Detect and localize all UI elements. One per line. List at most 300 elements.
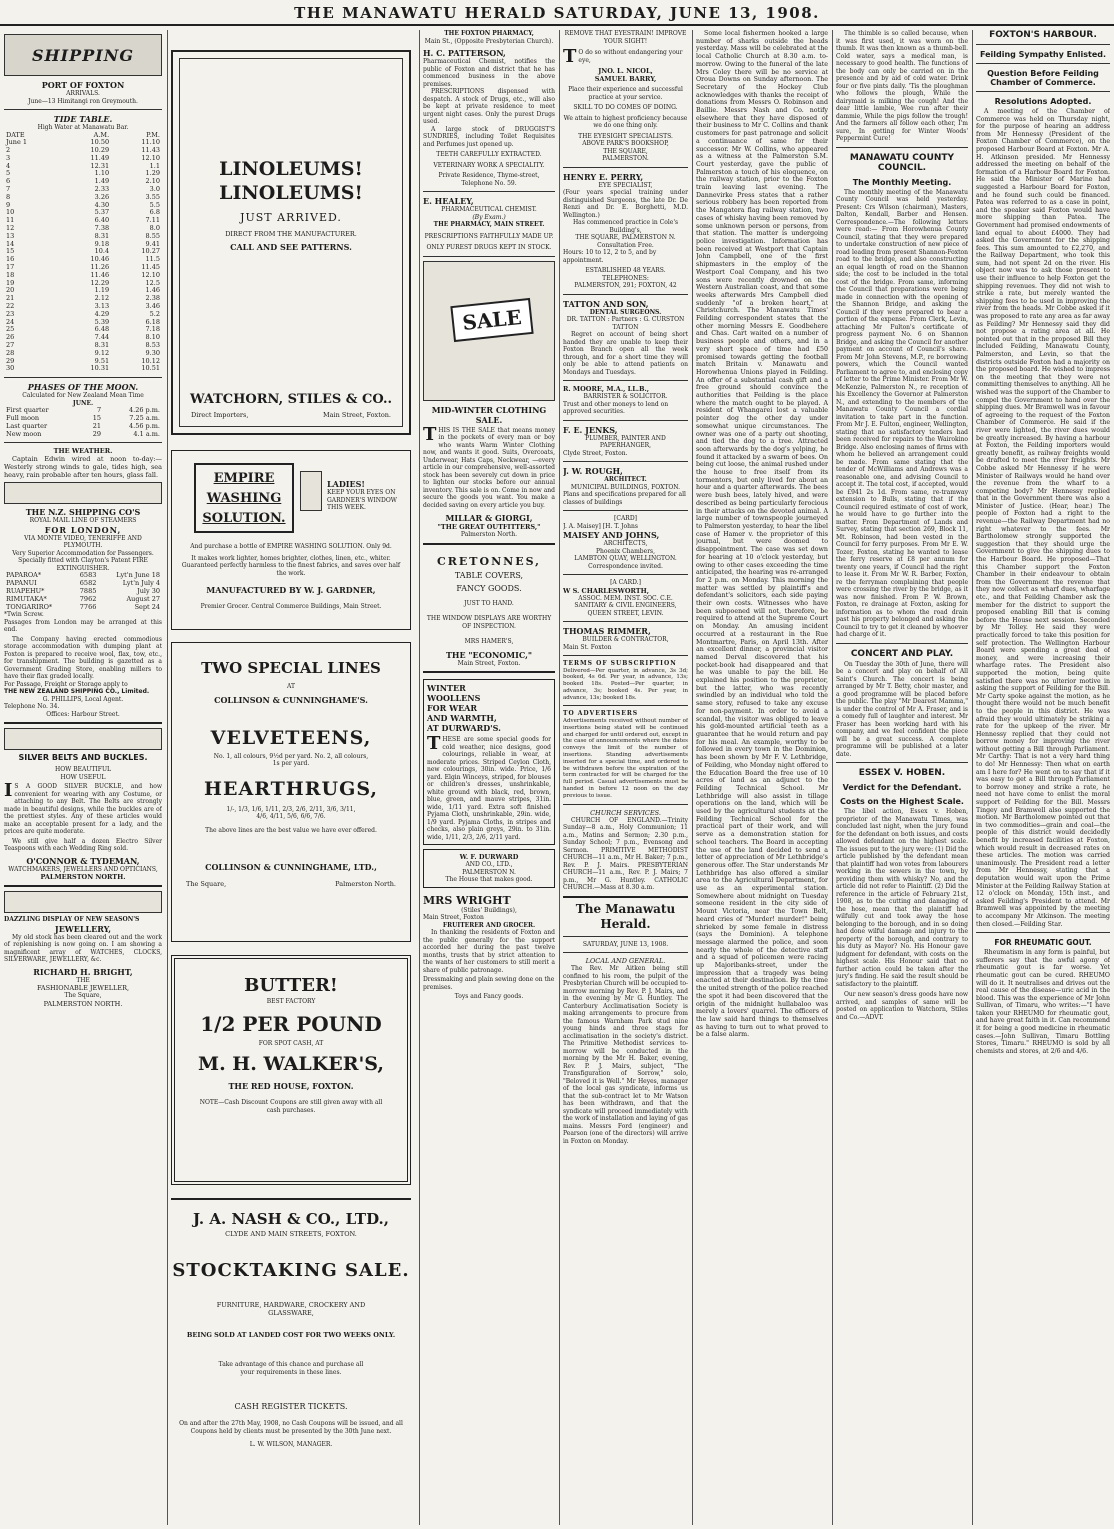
tide-cell: 10.4 <box>94 247 110 256</box>
tide-row <box>4 248 162 256</box>
gout-text: Rheumatism in any form is painful, but sufferers say that the awful agony of rheumatic gout is far worse. Yet rheumatic gout can be cured. RHEUMO will do it. It neutralises and drives out the real cause of the disease—uric acid in the blood. This was the experience of Mr John Sullivan, of Timaru, who writes:—"I have taken your RHEUMO for rheumatic gout, and have great faith in it. Can recommend it for being a good medicine in rheumatic cases.—John Sullivan, Timaru Bottling Stores, Timaru." RHEUMO is sold by all chemists and stores, at 2/6 and 4/6. <box>976 949 1110 1055</box>
tide-cell: 5.39 <box>94 317 110 326</box>
lino-just-arrived: JUST ARRIVED. <box>240 211 342 224</box>
toys: Toys and Fancy goods. <box>454 993 524 1000</box>
tide-cell: 3.13 <box>94 302 110 311</box>
tide-cell: 9.18 <box>94 239 110 248</box>
wright-text: In thanking the residents of Foxton and the public generally for the support accorded her during the past twelve months, trusts that by strict attention to the wants of her customers to still merit a share of public patronage. <box>423 929 555 974</box>
steamer-cell: Lyt'n July 4 <box>122 579 160 588</box>
tide-row <box>4 155 162 163</box>
healey-exam: (By Exam.) <box>472 213 506 221</box>
maisey-names: J. A. Maisey] [H. T. Johns <box>563 522 638 530</box>
tatton-name: TATTON AND SON, <box>563 298 649 309</box>
tide-cell: 11.45 <box>141 263 160 272</box>
tide-cell: 30 <box>6 364 15 373</box>
harbour-sub1: Feilding Sympathy Enlisted. <box>979 50 1107 59</box>
veterinary-work: VETERINARY WORK A SPECIALITY. <box>433 161 545 169</box>
experience-note: Place their experience and successful practice at your service. <box>568 86 683 101</box>
eyestrain-heading: REMOVE THAT EYESTRAIN! IMPROVE YOUR SIGHT! <box>564 30 687 45</box>
council-subtitle: The Monthly Meeting. <box>852 177 952 187</box>
herald-date: SATURDAY, JUNE 13, 1908. <box>582 940 669 948</box>
tide-cell: 1.49 <box>94 177 110 186</box>
tide-cell: 19 <box>6 278 15 287</box>
bright-text: My old stock has been cleared out and the work of replenishing is now going on. I am showing a magnificent array of WATCHES, CLOCKS, SILVERWARE, JEWELLERY, &c. <box>4 933 162 964</box>
steamers-table <box>4 572 162 611</box>
tide-cell: 3.55 <box>145 192 160 201</box>
tide-cell: 11 <box>6 216 15 225</box>
tide-row <box>4 350 162 358</box>
tide-cell: 11.49 <box>90 153 110 162</box>
council-text: The monthly meeting of the Manawatu County Council was held yesterday. Present: Crs Wilson (chairman), Masters, Dalton, Kendall, Barber and Hensen. Correspondence.—The following letters were read:— From Horowhenua County Council, stating that they were prepared to undertake construction of new piece of road leading from present Shannon-Foxton road to the bridge, and also constructing an equal length of road on the Shannon side; the cost to be included in the total cost of the bridge. From same, informing the Council that preparations were being made in connection with the opening of the Shannon Bridge, and asking the Council if they were prepared to bear a portion of the expense. From Clerk, Levin, attaching Mr Fulton's certificate of progress payment No. 6 on Shannon Bridge, and asking the Council for another payment on account of Council's share. From Mr John Stevens, M.P., re borrowing powers, which the Council wanted Parliament to agree to, and enclosing copy of letter to the Prime Minister. From Mr W. McKenzie, Palmerston N., re reception of his Excellency the Governor at Palmerston N., and extending to the members of the Manawatu County Council a cordial invitation to take part in the function. From Mr J. E. Fulton, engineer, Wellington, stating that no satisfactory tenders had been received for repairs to the Wairokino Bridge. Also enclosing names of firms with whom he believed an arrangement could be made. From same stating that the tender of McWilliams and Andrews was a reasonable one, and advising Council to accept it. The total cost, if accepted, would be £941 2s 1d. From same, re-tramway extension to Bulls, stating that if the Council required estimate of cost of work, he would have to go further into the matter. From Department of Lands and Survey, stating that section 269, Block 11, Mt. Robinson, had been vested in the Council for ferry purposes. From Mr E. W. Tozer, Foxton, stating he wanted to lease the ferry reserve at £8 per annum for twenty one years, if Council had the right to lease it. From Mr W. R. Barber, Foxton, re the ferryman complaining that people were crossing the river by the bridge, as it was now finished. From P. W. Brown, Foxton, re drainage at Foxton, asking for information as to whom the road drain past his property belonged and asking the Council to try to get it cleaned by whoever had charge of it. <box>836 188 968 638</box>
eye-text: TO do so without endangering your eye, <box>563 46 683 67</box>
concert-title: CONCERT AND PLAY. <box>850 648 954 659</box>
belts-sub1: HOW BEAUTIFUL <box>55 766 111 774</box>
masthead <box>0 0 1114 26</box>
dress-note: Our new season's dress goods have now arrived, and samples of same will be posted on application to Watchorn, Stiles and Co.—ADVT. <box>836 991 968 1021</box>
tide-cell: 2.33 <box>94 185 110 194</box>
tide-cell: 6 <box>6 177 11 186</box>
steamer-cell: 7962 <box>79 594 97 603</box>
twin-screw-note: *Twin Screw. <box>4 611 44 619</box>
empire-manufacturer: MANUFACTURED BY W. J. GARDNER, <box>206 585 376 595</box>
steamer-cell: RIMUTAKA* <box>6 594 47 603</box>
tide-cell: 27 <box>6 341 15 350</box>
tide-cell: June 1 <box>6 138 28 147</box>
foxton-pharmacy: THE FOXTON PHARMACY, <box>444 30 534 37</box>
steamer-cell: Lyt'n June 18 <box>116 571 160 580</box>
tide-cell: 14 <box>6 239 15 248</box>
tide-row <box>4 342 162 350</box>
moon-table <box>4 407 162 438</box>
great-outfitters: "THE GREAT OUTFITTERS," <box>437 523 541 531</box>
column-rule <box>419 30 420 1525</box>
tide-row <box>4 225 162 233</box>
tide-cell: 10.31 <box>90 364 110 373</box>
council-title: MANAWATU COUNTY COUNCIL. <box>849 152 955 173</box>
tide-cell: 9.51 <box>94 356 110 365</box>
moon-cell: First quarter <box>6 406 49 415</box>
passages-note: Passages from London may be arranged at this end. <box>4 618 162 634</box>
steamer-cell: 7766 <box>79 602 97 611</box>
skill-note: SKILL TO DO COMES OF DOING. <box>573 104 678 111</box>
tide-cell: 5 <box>6 169 11 178</box>
tide-cell: 12.29 <box>90 278 110 287</box>
tide-cell: 4 <box>6 161 11 170</box>
steamer-cell: PAPAROA* <box>6 571 42 580</box>
moon-cell: New moon <box>6 429 42 438</box>
tide-cell: 13 <box>6 231 15 240</box>
above-bookshop: ABOVE PARK'S BOOKSHOP, <box>582 140 669 147</box>
tide-cell: 1.46 <box>145 286 160 295</box>
local-heading: LOCAL AND GENERAL. <box>585 957 666 966</box>
cash-register-text: On and after the 27th May, 1908, no Cash Coupons will be issued, and all Coupons held by clients must be presented by the 30th June next. <box>179 1420 403 1435</box>
empire-ad <box>171 450 411 630</box>
column-harbour <box>976 30 1110 1525</box>
sanitary: SANITARY & CIVIL ENGINEERS, <box>574 602 677 609</box>
lambton: LAMBTON QUAY, WELLINGTON. <box>574 555 677 562</box>
tide-header-cell: A.M. <box>93 130 110 139</box>
moon-cell: 4.26 p.m. <box>129 406 160 415</box>
column-rule <box>559 30 560 1525</box>
tide-cell: 9.41 <box>145 239 160 248</box>
jenks-sub: PLUMBER, PAINTER AND PAPERHANGER, <box>585 434 666 449</box>
tide-cell: 8 <box>6 192 11 201</box>
millar-name: MILLAR & GIORGI, <box>445 513 533 523</box>
durward-co: AND CO., LTD., <box>465 861 513 868</box>
patterson-name: H. C. PATTERSON, <box>423 48 506 58</box>
collinson-name: COLLINSON & CUNNINGHAME'S. <box>214 694 368 705</box>
offices: Offices: Harbour Street. <box>46 710 120 718</box>
best-value: The above lines are the best value we have ever offered. <box>205 826 377 834</box>
arrivals-text: June—13 Himitangi ron Greymouth. <box>28 97 138 105</box>
empire-grocer: Premier Grocer. Central Commerce Buildings, Main Street. <box>200 603 382 610</box>
moore-sub: BARRISTER & SOLICITOR. <box>583 393 668 400</box>
tide-row <box>4 303 162 311</box>
tide-row <box>4 311 162 319</box>
hours: Hours: 10 to 12, 2 to 5, and by appointment. <box>563 249 657 264</box>
linoleums-ad <box>171 50 411 435</box>
butter-heading: BUTTER! <box>244 975 338 996</box>
architect: ARCHITECT. <box>604 476 647 483</box>
perry-commenced: Has commenced practice in Cole's Building's, <box>572 219 679 234</box>
two-special-lines: TWO SPECIAL LINES <box>201 659 381 677</box>
eyesight-specialists: THE EYESIGHT SPECIALISTS. <box>578 132 673 140</box>
watchorn-sub1: Direct Importers, <box>191 411 249 419</box>
tide-cell: 8.0 <box>149 224 160 233</box>
velveteens-prices: No. 1, all colours, 9½d per yard. No. 2, all colours, 1s per yard. <box>213 752 369 767</box>
moon-cell: 4.56 p.m. <box>129 421 160 430</box>
tide-cell: 5.37 <box>94 208 110 217</box>
tide-cell: 7.38 <box>94 224 110 233</box>
empire-purchase: And purchase a bottle of EMPIRE WASHING SOLUTION. Only 9d. <box>190 543 392 550</box>
tide-subtitle: High Water at Manawatu Bar. <box>37 124 129 131</box>
tide-row <box>4 334 162 342</box>
winter-line3: FOR WEAR <box>427 703 478 713</box>
tide-cell: 11.26 <box>90 263 110 272</box>
terms-text: Delivered—Per quarter, in advance, 3s 3d; booked, 4s 6d. Per year, in advance, 13s; booked 18s. Posted—Per quarter, in advance, 3s; booked 4s. Per year, in advance, 13s; booked 18s. <box>563 667 688 701</box>
durward-text: THESE are some special goods for cold weather, nice designs, good colourings, reliable in wear, at moderate prices. Striped Ceylon Cloth, new colourings, 30in. wide. Price, 1/6 yard. Elgin Winceys, striped, for blouses or children's dresses, unshrinkable, white ground with black, red, brown, blue, green, and mauve stripes, 31in. wide, 1/11 yard. Extra soft finished Pyjama Cloth, unshrinkable, 29in. wide, 1/9 yard. Pyjama Cloths, in stripes and checks, also plain greys, 29in. to 31in. wide, 1/11, 2/3, 2/6, 2/11 yard. <box>427 733 551 841</box>
winter-line4: AND WARMTH, <box>427 713 497 723</box>
belts-text: IS A GOOD SILVER BUCKLE, and how convenient for wearing with any Costume, or attaching to any Belt. The Belts are strongly made in beautiful designs, while the buckles are of the prettiest styles. Any of these articles would make an acceptable present for a lady, and the prices are quite moderate. <box>4 780 162 836</box>
lino-call: CALL AND SEE PATTERNS. <box>230 242 352 252</box>
belt-buckle-image <box>4 728 162 750</box>
tide-cell: 10.51 <box>141 364 160 373</box>
moon-month: JUNE. <box>72 399 94 407</box>
coupons-note: NOTE—Cash Discount Coupons are still given away with all cash purchases. <box>199 1099 383 1114</box>
tide-cell: 28 <box>6 348 15 357</box>
moon-cell: 7 <box>96 406 102 415</box>
tide-row <box>4 186 162 194</box>
tide-row <box>4 326 162 334</box>
durward-name: W. F. DURWARD <box>459 853 519 861</box>
misc-text: The thimble is so called because, when it was first used, it was worn on the thumb. It was then known as a thumb-bell. Cold water, says a medical man, is necessary to good health. The functions of the body can only be carried on in the presence and by aid of cold water. Drink four or five pints daily. 'Tis the ploughman who follows the plough, While the dairymaid is milking the cough! And the dear little lambie, Wee run after their dammie, While the pigs follow the trough! And the farmers all follow each other, I'm sure, In getting for Winter Woods' Peppermint Cure! <box>836 30 968 142</box>
moon-row <box>4 431 162 439</box>
weather-text: Captain Edwin wired at noon to-day:— Westerly strong winds to gale, tides high, sea heavy, rain probable after ten hours, glass fall. <box>4 455 162 480</box>
builder: BUILDER & CONTRACTOR, <box>582 636 669 643</box>
wright-sub: (Stiles' Buildings), <box>461 906 517 914</box>
tide-row <box>4 217 162 225</box>
steamer-cell: 6583 <box>79 571 97 580</box>
tide-row <box>4 264 162 272</box>
church-text: CHURCH OF ENGLAND.—Trinity Sunday—8 a.m., Holy Communion; 11 a.m., Matins and Sermon; 2.30 p.m., Sunday School; 7 p.m., Evensong and Sermon. PRIMITIVE METHODIST CHURCH—11 a.m., Mr H. Baker; 7 p.m., Rev. P. J. Mairs. PRESBYTERIAN CHURCH—11 a.m., Rev. P. J. Mairs; 7 p.m., Mr G. Huntley. CATHOLIC CHURCH.—Mass at 8.30 a.m. <box>563 816 688 892</box>
tide-cell: 15 <box>6 247 15 256</box>
belts-sub2: HOW USEFUL <box>60 773 106 781</box>
millar-place: Palmerston North. <box>460 531 518 538</box>
spot-cash: FOR SPOT CASH, AT <box>258 1039 324 1047</box>
tide-cell: 10.29 <box>90 146 110 155</box>
tide-row <box>4 163 162 171</box>
charlesworth-sub: ASSOC. MEM. INST. SOC. C.E. <box>578 594 673 602</box>
tide-cell: 11.43 <box>141 146 160 155</box>
bright-fashionable: FASHIONABLE JEWELLER, <box>36 984 130 993</box>
perry-square: THE SQUARE, PALMERSTON N. <box>575 234 676 241</box>
ladies-sub: KEEP YOUR EYES ON GARDNER'S WINDOW THIS WEEK. <box>327 489 397 511</box>
tide-header-cell: DATE <box>6 130 25 139</box>
local-text: The Rev. Mr Aitken being still confined to his room, the pulpit of the Presbyterian Church will be occupied to-morrow morning by Rev. P. J. Mairs, and in the evening by Mr G. Huntley. The Canterbury Acclimatisation Society is making arrangements to procure from the famous Warnham Park stud nine young hinds and three stags for acclimatisation in the society's district. The Primitive Methodist services to-morrow will be conducted in the morning by the Mr H. Baker, evening, Rev. P. J. Mairs, subject, "The Transfiguration of Sorrow," solo, "Beloved it is Well." Mr Heyes, manager of the local gas syndicate, informs us that the sub-contract let to Mr Watson has been withdrawn, and that the syndicate will proceed immediately with the work of installation and laying of gas mains. Messrs Ford (engineer) and Pearson (one of the directors) will arrive in Foxton on Monday. <box>563 965 688 1145</box>
moon-cell: Full moon <box>6 414 40 422</box>
steamer-image <box>4 482 162 504</box>
moon-cell: 29 <box>92 429 102 438</box>
nash-ad <box>171 1198 411 1523</box>
mrs-hamer: MRS HAMER'S, <box>464 638 514 645</box>
tide-cell: 2.12 <box>94 294 110 303</box>
tide-title: TIDE TABLE. <box>53 114 113 124</box>
tide-cell: 12 <box>6 224 15 233</box>
card2-label: [A CARD.] <box>610 579 641 586</box>
collinson-ltd: COLLINSON & CUNNINGHAME, LTD., <box>205 862 377 872</box>
tide-cell: 9 <box>6 200 11 209</box>
tide-cell: 29 <box>6 356 15 365</box>
ladies-heading: LADIES! <box>327 479 365 489</box>
nz-shipping-accom: Very Superior Accommodation for Passengers. <box>12 549 154 557</box>
barry-name: SAMUEL BARRY, <box>594 75 657 83</box>
bright-place: PALMERSTON NORTH. <box>43 999 123 1008</box>
tide-cell: 20 <box>6 286 15 295</box>
prescriptions-text: PRESCRIPTIONS dispensed with despatch. A stock of Drugs, etc., will also be kept at private residence to meet urgent night cases. Only the purest Drugs used. <box>423 88 555 125</box>
dental-names: DR. TATTON : Partners : G. CURSTON TATTON <box>566 316 685 331</box>
tide-cell: 2 <box>6 146 11 155</box>
velveteens: VELVETEENS, <box>210 726 372 749</box>
tide-row <box>4 209 162 217</box>
tide-cell: 10.50 <box>90 138 110 147</box>
column-ads <box>171 30 416 1525</box>
tide-cell: 10.27 <box>141 247 160 256</box>
maisey-name: MAISEY AND JOHNS, <box>563 530 660 540</box>
correspondence: Correspondence invited. <box>588 562 663 570</box>
patterson-text: Pharmaceutical Chemist, notifies the public of Foxton and district that he has commenced business in the above premises. <box>423 58 555 88</box>
oconnor-place: PALMERSTON NORTH. <box>40 873 126 882</box>
the-square: THE SQUARE, <box>603 147 648 155</box>
tide-cell: 11.5 <box>145 255 160 264</box>
nicol-name: JNO. L. NICOL, <box>598 67 653 75</box>
shipping-company-name: THE NEW ZEALAND SHIPPING CO., Limited. <box>4 688 150 696</box>
healey-title: PHARMACEUTICAL CHEMIST. <box>441 206 537 213</box>
collinson-at: AT <box>286 683 295 690</box>
steamer-cell: August 27 <box>126 594 160 603</box>
column-council <box>836 30 968 1525</box>
private-residence: Private Residence, Thyme-street, Telephone No. 59. <box>438 172 540 187</box>
tide-cell: 1.10 <box>94 169 110 178</box>
advertisers-text: Advertisements received without number of insertions being stated will be continued and charged for until ordered out, except in the case of announcements where the dates conveys the limit of the number of insertions. Standing advertisements inserted for a special time, and ordered to be withdrawn before the expiration of the term contracted for will be charged for the full period. Casual advertisements must be handed in before 12 noon on the day previous to issue. <box>563 717 688 799</box>
healey-name: E. HEALEY, <box>423 196 474 206</box>
advantage-note: Take advantage of this chance and purchase all your requirements in these lines. <box>218 1361 364 1376</box>
column-chemists <box>423 30 555 1525</box>
nz-shipping-sub: ROYAL MAIL LINE OF STEAMERS <box>29 517 137 525</box>
cretonnes: CRETONNES, <box>437 554 541 568</box>
jewellery-heading: JEWELLERY, <box>54 923 112 934</box>
tide-row <box>4 319 162 327</box>
tide-cell: 10 <box>6 208 15 217</box>
tide-cell: 11.46 <box>90 270 110 279</box>
tide-cell: 21 <box>6 294 15 303</box>
column-rule <box>692 30 693 1525</box>
tide-cell: 23 <box>6 309 15 318</box>
moon-cell: 21 <box>92 421 102 430</box>
tide-cell: 5.2 <box>149 309 160 318</box>
tide-cell: 7.44 <box>94 333 110 342</box>
tide-row <box>4 233 162 241</box>
tide-cell: 3.46 <box>145 302 160 311</box>
belts-title: SILVER BELTS AND BUCKLES. <box>18 753 148 763</box>
column-shipping <box>4 30 162 1525</box>
economic-place: Main Street, Foxton. <box>457 659 521 667</box>
tide-cell: 11.10 <box>141 138 160 147</box>
midwinter-heading: MID-WINTER CLOTHING SALE. <box>431 404 547 425</box>
tide-cell: 12.31 <box>90 161 110 170</box>
steamer-cell: 7885 <box>79 586 97 595</box>
tide-cell: 12.5 <box>145 278 160 287</box>
tide-row <box>4 241 162 249</box>
arrivals-label: ARRIVALS. <box>66 90 100 97</box>
perry-text: (Four years special training under distinguished Surgeons, the late Dr. De Renzi and Dr. E. Borghetti, M.D. Wellington.) <box>563 189 688 219</box>
municipal: MUNICIPAL BUILDINGS, FOXTON. <box>570 483 681 491</box>
tide-cell: 8.31 <box>94 231 110 240</box>
news-text: Some local fishermen hooked a large number of sharks outside the heads yesterday. Mass will be celebrated at the local Catholic Church at 8.30 a.m. to-morrow. Owing to the funeral of the late Mrs Coley there will be no service at Oroua Downs on Sunday afternoon. The Secretary of the Hockey Club acknowledges with thanks the receipt of donations from Messrs O. Robinson and Baillie. Messrs Nash and Co. notify elsewhere that they have disposed of their business to Mr C. Collins and thank customers for past patronage and solicit a continuance of same for their successor. Mr W. Collins, who appeared as a witness at the Palmerston S.M. Court yesterday, gave the public of Palmerston a touch of his eloquence, on the railway station, prior to the Foxton train leaving last evening. The Dannevirke Press states that a rather serious robbery has been reported from the Mangatera flag railway station, two cases of whisky having been removed by some unknown person or persons, from that station. The matter is undergoing police investigation. Information has been received at Westport that Captain John Campbell, one of the first shipmasters in the employ of the Westport Coal Company, and his two sons were recently drowned on the Western Australian coast, and that some weeks afterwards Mrs Campbell died suddenly "of a broken heart," at Christchurch. The Manawatu Times' Feilding correspondent states that the other morning Messrs E. Goodbehere and Chas. Cart waited on a number of business people and others, and in a very short space of time had £50 promised towards getting the football match Britain v. Manawatu and Horowhenua Unions played in Feilding. An offer of a substantial cash gift and a free ground should convince the authorities that Feilding is the place where the match ought to be played. A resident of Whangarei lost a valuable pointer dog the other day under somewhat unique circumstances. The owner was one of a party out shooting, and tied the dog to a tree. Attracted soon afterwards by the dog's yelping, he found it attacked by a swarm of bees. On being cut loose, the animal rushed under the house to free itself from its tormentors, but only lived for about an hour and a quarter afterwards. The bees were bush bees, lately hived, and were described as being particularly ferocious in their attacks on the devoted animal. A large number of townspeople journeyed to Palmerston yesterday, to hear the libel case of Hamer v. the proprietor of this journal, but were doomed to disappointment. The case was set down for hearing at 10 o'clock yesterday, but owing to other cases exceeding the time anticipated, the hearing was re-arranged for 2 p.m. on Monday. This morning the matter was settled by plaintiff's and defendant's solicitors, each side paying their own costs. Witnesses who have been subpoened will not, therefore, be required to attend at the Supreme Court on Monday. An amusing incident occurred at a restaurant in the Rue Montmartre, Paris, on April 13th. After an excellent dinner, a provincial visitor named Derval discovered that his pocket-book had disappeared and that he was unable to pay the bill. He explained his position to the proprietor, but the latter, who was recently swindled by an individual who told the same story, refused to take any excuse for non-payment. In order to avoid a scandal, the visitor was obliged to leave his gold-mounted artificial teeth as a guarantee that he would return and pay for his meal. An example, worthy to be followed in every town in the Dominion, has been shown by Mr F. V. Lethbridge, of Feilding, who Monday night offered to the Education Board the free use of 10 acres of land as an adjunct to the Feilding Technical School. Mr Lethbridge will also assist in tillage operations on the land, which will be used by the agricultural students at the Feilding Technical School for the practical part of their work, and will serve as a demonstration station for school teachers. The Board in accepting the use of the land decided to send a letter of appreciation of Mr Lethbridge's generous offer. The Star understands Mr Lethbridge has also offered a similar area to the Agricultural Department, for use as an experimental station. Somewhere about midnight on Tuesday someone resident in the city side of Mount Victoria, near the Town Belt, heard cries of "Murder! murder!" being shrieked by some female in distress (says the Dominion). A telephone message alarmed the police, and soon nearly the whole of the detective staff and a squad of policemen were racing up Majoribanks-street, under the impression that a tragedy was being enacted at their destination. By the time the united strength of the police reached the spot it had been discovered that the origin of the midnight hullabaloo was merely a lovers' quarrel. The officers of the law said hard things to themselves as having to turn out to what proved to be a false alarm. <box>696 30 828 1039</box>
tide-cell: 17 <box>6 263 15 272</box>
tide-cell: 2.38 <box>145 294 160 303</box>
tide-cell: 1.1 <box>149 161 160 170</box>
palmerston: PALMERSTON. <box>602 155 649 162</box>
concert-text: On Tuesday the 30th of June, there will be a concert and play on behalf of All Saint's Church. The concert is being arranged by Mr T. Betty, choir master, and a good programme will be placed before the public. The play "Mr Dearest Mamma," is under the control of Mr A. Fraser, and is a comedy full of laughter and interest. Mr Fraser has been working hard with his company, and we feel confident the piece will be a great success. A complete programme will be published at a later date. <box>836 660 968 758</box>
moon-cell: Last quarter <box>6 421 48 430</box>
advertisers-title: TO ADVERTISERS <box>563 710 639 718</box>
tide-cell: 7.11 <box>145 216 160 225</box>
tide-cell: 3.26 <box>94 192 110 201</box>
plans: Plans and specifications prepared for all classes of buildings <box>563 491 686 506</box>
tide-row <box>4 147 162 155</box>
tide-cell: 6.40 <box>94 216 110 225</box>
tide-row <box>4 194 162 202</box>
teeth-extracted: TEETH CAREFULLY EXTRACTED. <box>436 151 542 158</box>
tide-cell: 8.55 <box>145 231 160 240</box>
harbour-sub2: Question Before Feilding Chamber of Commerce. <box>987 69 1099 87</box>
steamer-row <box>4 604 162 612</box>
table-covers: TABLE COVERS, <box>454 570 524 580</box>
nash-name: J. A. NASH & CO., LTD., <box>193 1210 389 1228</box>
tide-cell: 22 <box>6 302 15 311</box>
tide-cell: 1.19 <box>94 286 110 295</box>
terms-title: TERMS OF SUBSCRIPTION <box>563 660 677 667</box>
nash-address: CLYDE AND MAIN STREETS, FOXTON. <box>225 1230 357 1238</box>
tide-row <box>4 358 162 366</box>
tide-cell: 8.31 <box>94 341 110 350</box>
watch-image <box>4 891 162 913</box>
furniture-line: FURNITURE, HARDWARE, CROCKERY AND GLASSWARE, <box>216 1301 366 1317</box>
nz-shipping-for: FOR LONDON, <box>44 524 122 535</box>
empire-line1: EMPIRE <box>213 471 275 486</box>
moon-cell: 4.1 a.m. <box>133 429 160 438</box>
perry-telephones: PALMERSTON, 291; FOXTON, 42 <box>574 282 677 289</box>
harbour-sub3: Resolutions Adopted. <box>994 97 1092 106</box>
masthead-title: THE MANAWATU HERALD SATURDAY, JUNE 13, 1908. <box>294 4 820 22</box>
cash-register-heading: CASH REGISTER TICKETS. <box>234 1402 348 1411</box>
bottle-image <box>300 471 322 511</box>
moore-name: R. MOORE, M.A., LL.B., <box>563 385 650 393</box>
tide-cell: 9.30 <box>145 348 160 357</box>
freight-note: For Passage, Freight or Storage apply to <box>4 680 128 688</box>
steamer-cell: TONGARIRO* <box>6 602 53 611</box>
harbour-text: A meeting of the Chamber of Commerce was held on Thursday night, for the purpose of hearing an address from Mr Hennessy (President of the Foxton Chamber of Commerce), on the proposed Harbour Board at Foxton. Mr A. H. Atkinson presided. Mr Hennessy addressed the meeting on behalf of the formation of a Harbour Board for Foxton. He said the Minister of Marine had suggested a Harbour Board for Foxton, and he found such could be financed. Patea was referred to as a case in point, and the speaker said Foxton would have more shipping than Patea. The Government had promised endowments of land equal to about £4000. They had asked the Government for the shipping fees. This sum amounted to £2,270, and the Railway Department, who took this sum, had not spent 2d on the river. His object now was to ask those present to use their influence to help Foxton get the shipping revenues. They did not wish to strike a rate, but merely wanted the shipping fees to be used in improving the river from the heads. Mr Cobbe asked if it was proposed to rate any area as far away as Feilding? Mr Hennessy said they did not propose a rating area at all. He pointed out that in the proposed Bill they included Feilding, Manawatu County, Palmerston, and Levin, so that the districts outside Foxton had a majority on the proposed board. He wished to impress on the meeting that they were not committing themselves to anything. All he wished was the support of the Chamber to compel the Government to hand over the shipping dues. Mr Bramwell was in favour of agreeing to the request of the Foxton Chamber of Commerce. He said if the river were lighted, the river dues would be greatly increased. By having a harbour at Foxton, the Feilding importers would greatly benefit, as railway freights would be drafted to meet the river freights. Mr Cobbe asked Mr Hennessy if he were Minister of Railways would he hand over the revenue from the wharf to a competing body? Mr Hennessy replied that in the Government there was also a Minister of Justice. (Hear, hear.) The people of Foxton had a right to the revenue—the Railway Department had no right whatever to the fees. Mr Bartholomew strongly supported the suggestion that they should urge the Government to give the shipping dues to the Harbour Board. He proposed—That this Chamber support the Foxton Chamber in their endeavour to obtain from the Government the revenue that they now collect as wharf dues, wharfage etc., and that Feilding Chamber ask the member for the district to support the proposed enabling Bill that is coming before the House next session. Seconded by Mr Tolley. He said they were practically forced to take this position for self protection. The Wellington Harbour Board were spending a great deal of money, and were increasing their wharfage rates. The President also supported the motion, being quite satisfied there was no ulterior motive in asking the support of Feilding for the Bill. Mr Carty spoke against the motion, as he thought there would not be much benefit to the people in this district. He was afraid they would ultimately be striking a rate for the upkeep of the river. Mr Hennessy replied that they could not borrow money for improving the river without getting a Bill through Parliament. Mr Carthy: That is not a very hard thing to do! Mr Hennessy: Then what on earth am I here for? He went on to say that if it was easy to get a Bill through Parliament to borrow money and strike a rate, he need not have come to enlist the moral support of Feilding for the Bill. Messrs Tingey and Bramwell also supported the motion. Mr Bartholomew pointed out that in two commodities—grain and coal—the people of this district would decidedly benefit by increased facilities at Foxton, which would result in decreased rates on these articles. The motion was carried unanimously. The President read a letter from Mr Hennessy, stating that a deputation would wait upon the Prime Minister at the Feilding Railway Station at 12 o'clock on Monday, 15th inst., and asked Feilding's President to attend. Mr Bramwell was appointed by the meeting to accompany Mr Atkinson. The meeting then closed.—Feilding Star. <box>976 108 1110 928</box>
dressmaking: Dressmaking and plain sewing done on the premises. <box>423 976 555 991</box>
bright-the: THE <box>76 976 90 984</box>
sundries-text: A large stock of DRUGGIST'S SUNDRIES, including Toilet Requisites and Perfumes just opened up. <box>423 125 555 148</box>
collinson-place: Palmerston North. <box>335 880 396 888</box>
foxton-pharmacy-sub: Main St., (Opposite Presbyterian Church). <box>424 37 554 45</box>
shipping-logo: SHIPPING <box>4 34 162 76</box>
lino-direct: DIRECT FROM THE MANUFACTURER. <box>225 230 357 238</box>
window-displays: THE WINDOW DISPLAYS ARE WORTHY OF INSPECTION. <box>426 615 552 630</box>
tide-cell: 4.29 <box>94 309 110 318</box>
tide-cell: 6.18 <box>145 317 160 326</box>
landed-cost: BEING SOLD AT LANDED COST FOR TWO WEEKS ONLY. <box>186 1331 396 1339</box>
winter-line2: WOOLLENS <box>427 693 481 703</box>
tide-cell: 12.10 <box>141 270 160 279</box>
lino-line2: LINOLEUMS! <box>219 182 363 204</box>
tatton-text: Regret on account of being short handed they are unable to keep their Foxton Branch open all the week through, and for a short time they will only be able to attend patients on Mondays and Tuesdays. <box>563 331 688 376</box>
column-news <box>696 30 828 1525</box>
healey-prescriptions: PRESCRIPTIONS FAITHFULLY MADE UP. <box>424 232 554 240</box>
tide-cell: 10.46 <box>90 255 110 264</box>
tide-cell: 5.5 <box>149 200 160 209</box>
perry-name: HENRY E. PERRY, <box>563 171 644 182</box>
butter-ad <box>171 955 411 1185</box>
tide-row <box>4 295 162 303</box>
fancy-goods: FANCY GOODS. <box>456 583 522 593</box>
tide-cell: 7 <box>6 185 11 194</box>
bright-name: RICHARD H. BRIGHT, <box>33 966 133 977</box>
healey-place: THE PHARMACY, MAIN STREET. <box>433 221 545 228</box>
card-label: [CARD] <box>614 515 637 522</box>
port-heading: PORT OF FOXTON <box>41 80 125 90</box>
column-rule <box>832 30 833 1525</box>
sale-illustration <box>423 261 555 401</box>
essex-text: The libel action, Essex v. Hoben, proprietor of the Manawatu Times, was concluded last night, when the jury found for the defendant on both issues, and costs allowed defendant on the highest scale. The issues put to the jury were: (1) Did the article published by the defendant mean that plaintiff had won votes from labourers working in the sewers in the town, by providing them with whisky? No, and the article did not refer to Plaintiff. (2) Did the reference in the article of February 21st, 1908, as to the cutting and damaging of the hose, mean that the plaintiff had wilfully cut and took away the hose belonging to the borough, and in so doing had done wilful damage and injury to the property of the borough, and contrary to his duty as Mayor? No. His Honour gave judgment for defendant, with costs on the highest scale. His Honour said that no further action could be taken after the jury's finding. He said the result should be satisfactory to the plaintiff. <box>836 808 968 988</box>
tide-cell: 10.12 <box>141 356 160 365</box>
durward-ad <box>423 679 555 845</box>
tide-cell: 8.10 <box>145 333 160 342</box>
essex-title: ESSEX V. HOBEN. <box>858 768 946 778</box>
jenks-name: F. E. JENKS, <box>563 424 618 435</box>
best-factory: BEST FACTORY <box>266 998 316 1005</box>
durward-tagline: The House that makes good. <box>445 876 533 883</box>
empire-whiter: It makes work lighter, homes brighter, clothes, linen, etc., whiter. Guaranteed perfectly harmless to the finest fabrics, and saves over half the work. <box>181 554 401 577</box>
manager-name: L. W. WILSON, MANAGER. <box>249 1441 333 1448</box>
established: ESTABLISHED 48 YEARS. <box>585 267 666 274</box>
watchorn-sub2: Main Street, Foxton. <box>323 411 391 419</box>
steamer-cell: Sept 24 <box>134 602 160 611</box>
steamer-cell: July 30 <box>137 586 160 595</box>
moon-cell: 7.25 a.m. <box>129 414 160 422</box>
